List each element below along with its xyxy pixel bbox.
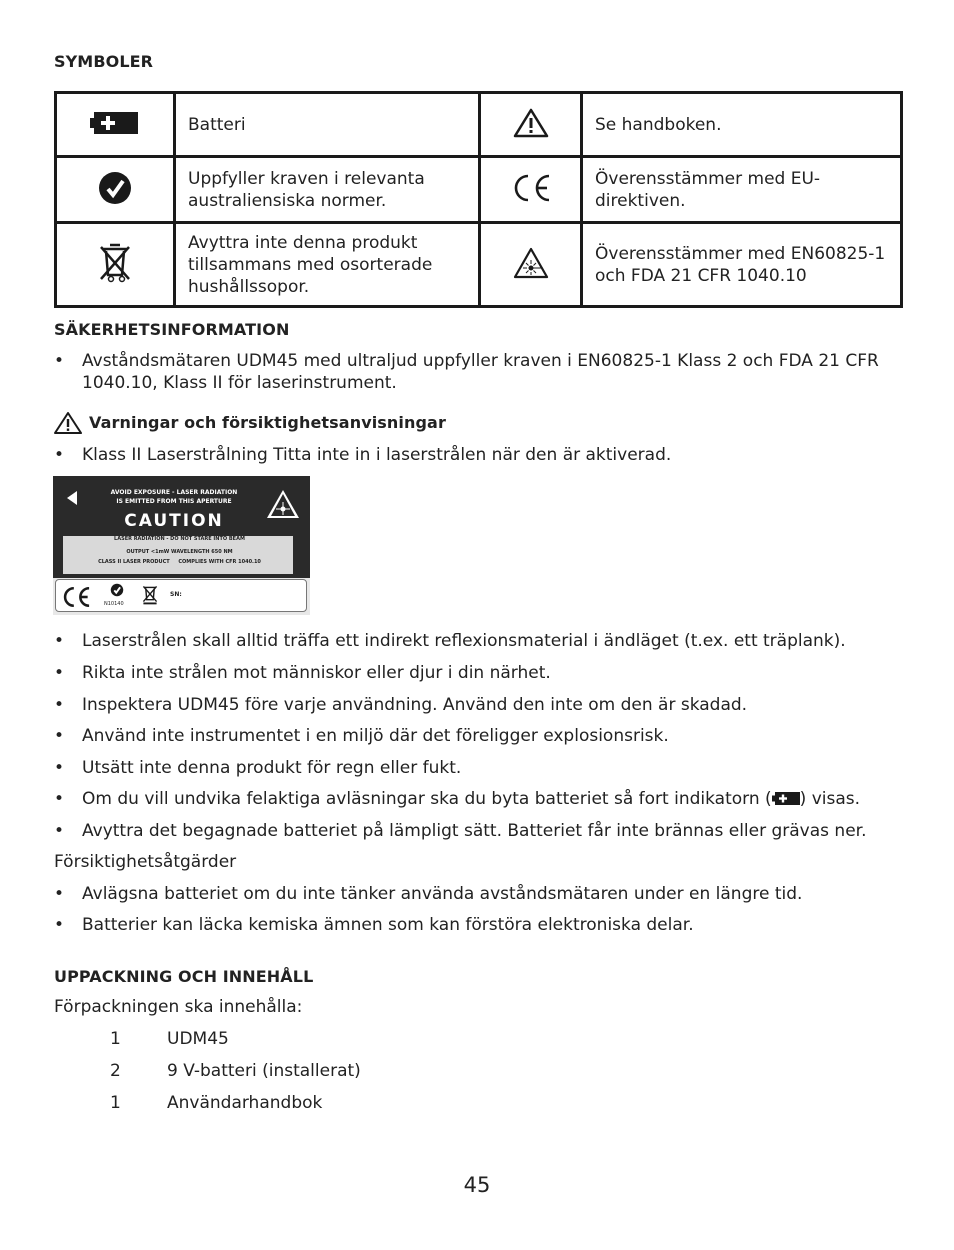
safety-bullet-text: Avståndsmätaren UDM45 med ultraljud uppfyller kraven i EN60825-1 Klass 2 och FDA 21 CFR 1040.10, Klass II för laserinstrument. xyxy=(82,351,879,393)
safety-heading: SÄKERHETSINFORMATION xyxy=(54,320,290,339)
label-line2: IS EMITTED FROM THIS APERTURE xyxy=(116,498,232,505)
bullet-text: Laserstrålen skall alltid träffa ett indirekt reflexionsmaterial i ändläget (t.ex. ett träplank). xyxy=(82,631,846,651)
list-item xyxy=(54,820,904,842)
warning-triangle-icon xyxy=(513,108,549,138)
symbol-cell-battery xyxy=(56,93,175,157)
weee-bin-icon xyxy=(142,583,158,605)
label-caution: CAUTION xyxy=(124,511,224,531)
bullet-dot: • xyxy=(54,789,65,809)
content-qty: 1 xyxy=(110,1029,121,1049)
bullet-dot: • xyxy=(54,884,65,904)
weee-bin-icon xyxy=(98,241,132,285)
bullet-text-before: Om du vill undvika felaktiga avläsningar ska du byta batteriet så fort indikatorn ( xyxy=(82,789,772,809)
bullet-dot: • xyxy=(54,663,65,683)
laser-caution-label xyxy=(53,476,310,615)
content-qty: 1 xyxy=(110,1093,121,1113)
symbol-desc: Uppfyller kraven i relevanta australiensiska normer. xyxy=(175,157,480,223)
symbol-cell-warning xyxy=(480,93,582,157)
label-line3: LASER RADIATION - DO NOT STARE INTO BEAM xyxy=(114,536,245,542)
symbol-desc: Överensstämmer med EU-direktiven. xyxy=(582,157,902,223)
unpacking-intro: Förpackningen ska innehålla: xyxy=(54,997,303,1017)
bullet-text: Inspektera UDM45 före varje användning. Använd den inte om den är skadad. xyxy=(82,695,748,715)
bullet-dot: • xyxy=(54,695,65,715)
label-sn: SN: xyxy=(170,591,182,598)
symbol-cell-weee xyxy=(56,223,175,307)
laser-bullet-text: Klass II Laserstrålning Titta inte in i laserstrålen när den är aktiverad. xyxy=(82,445,672,465)
content-item: UDM45 xyxy=(167,1029,229,1049)
warnings-heading: Varningar och försiktighetsanvisningar xyxy=(89,413,446,432)
list-item xyxy=(54,914,904,936)
bullet-dot: • xyxy=(54,351,65,371)
content-qty: 2 xyxy=(110,1061,121,1081)
unpacking-heading: UPPACKNING OCH INNEHÅLL xyxy=(54,967,314,986)
bullet-text-after: ) visas. xyxy=(799,789,861,809)
bullet-dot: • xyxy=(54,726,65,746)
battery-indicator-bullet xyxy=(82,788,904,810)
label-line5: CLASS II LASER PRODUCT COMPLIES WITH CFR 1040.10 xyxy=(98,559,261,565)
symbol-desc: Batteri xyxy=(175,93,480,157)
bullet-dot: • xyxy=(54,631,65,651)
label-line1: AVOID EXPOSURE - LASER RADIATION xyxy=(110,489,238,496)
symbol-cell-ctick xyxy=(56,157,175,223)
bullet-text: Avyttra det begagnade batteriet på lämpligt sätt. Batteriet får inte brännas eller grävas ner. xyxy=(82,821,867,841)
ce-mark-icon xyxy=(509,172,553,204)
c-tick-icon xyxy=(110,583,124,597)
list-item xyxy=(54,725,904,747)
symbols-heading: SYMBOLER xyxy=(54,52,154,71)
battery-icon xyxy=(772,791,800,806)
bullet-dot: • xyxy=(54,758,65,778)
bullet-text: Batterier kan läcka kemiska ämnen som kan förstöra elektroniska delar. xyxy=(82,915,694,935)
content-item: 9 V-batteri (installerat) xyxy=(167,1061,361,1081)
label-code: N10140 xyxy=(104,601,124,607)
symbol-cell-ce xyxy=(480,157,582,223)
content-item: Användarhandbok xyxy=(167,1093,323,1113)
list-item xyxy=(54,630,904,652)
list-item xyxy=(54,757,904,779)
laser-warning-icon xyxy=(265,488,301,520)
list-item xyxy=(54,788,904,810)
laser-warning-icon xyxy=(513,247,549,279)
bullet-text: Avlägsna batteriet om du inte tänker använda avståndsmätaren under en längre tid. xyxy=(82,884,803,904)
label-line4: OUTPUT <1mW WAVELENGTH 650 NM xyxy=(126,549,233,555)
bullet-text: Använd inte instrumentet i en miljö där det föreligger explosionsrisk. xyxy=(82,726,669,746)
list-item xyxy=(54,662,904,684)
warning-triangle-icon xyxy=(54,411,82,435)
arrow-left-icon xyxy=(65,490,79,506)
list-item xyxy=(54,694,904,716)
list-item xyxy=(54,883,904,905)
label-symbol-strip xyxy=(55,579,307,612)
bullet-dot: • xyxy=(54,445,65,465)
battery-icon xyxy=(90,110,140,136)
bullet-dot: • xyxy=(54,821,65,841)
symbol-desc: Överensstämmer med EN60825-1 och FDA 21 CFR 1040.10 xyxy=(582,223,902,307)
precautions-heading: Försiktighetsåtgärder xyxy=(54,852,237,872)
bullet-text: Utsätt inte denna produkt för regn eller fukt. xyxy=(82,758,462,778)
ce-mark-icon xyxy=(60,585,92,609)
symbol-desc: Se handboken. xyxy=(582,93,902,157)
bullet-text: Rikta inte strålen mot människor eller djur i din närhet. xyxy=(82,663,551,683)
symbol-desc: Avyttra inte denna produkt tillsammans med osorterade hushållssopor. xyxy=(175,223,480,307)
page-number: 45 xyxy=(463,1173,491,1197)
list-item xyxy=(54,350,904,394)
list-item xyxy=(54,444,904,466)
symbols-table xyxy=(54,91,903,308)
symbol-cell-laser xyxy=(480,223,582,307)
c-tick-icon xyxy=(97,170,133,206)
bullet-dot: • xyxy=(54,915,65,935)
